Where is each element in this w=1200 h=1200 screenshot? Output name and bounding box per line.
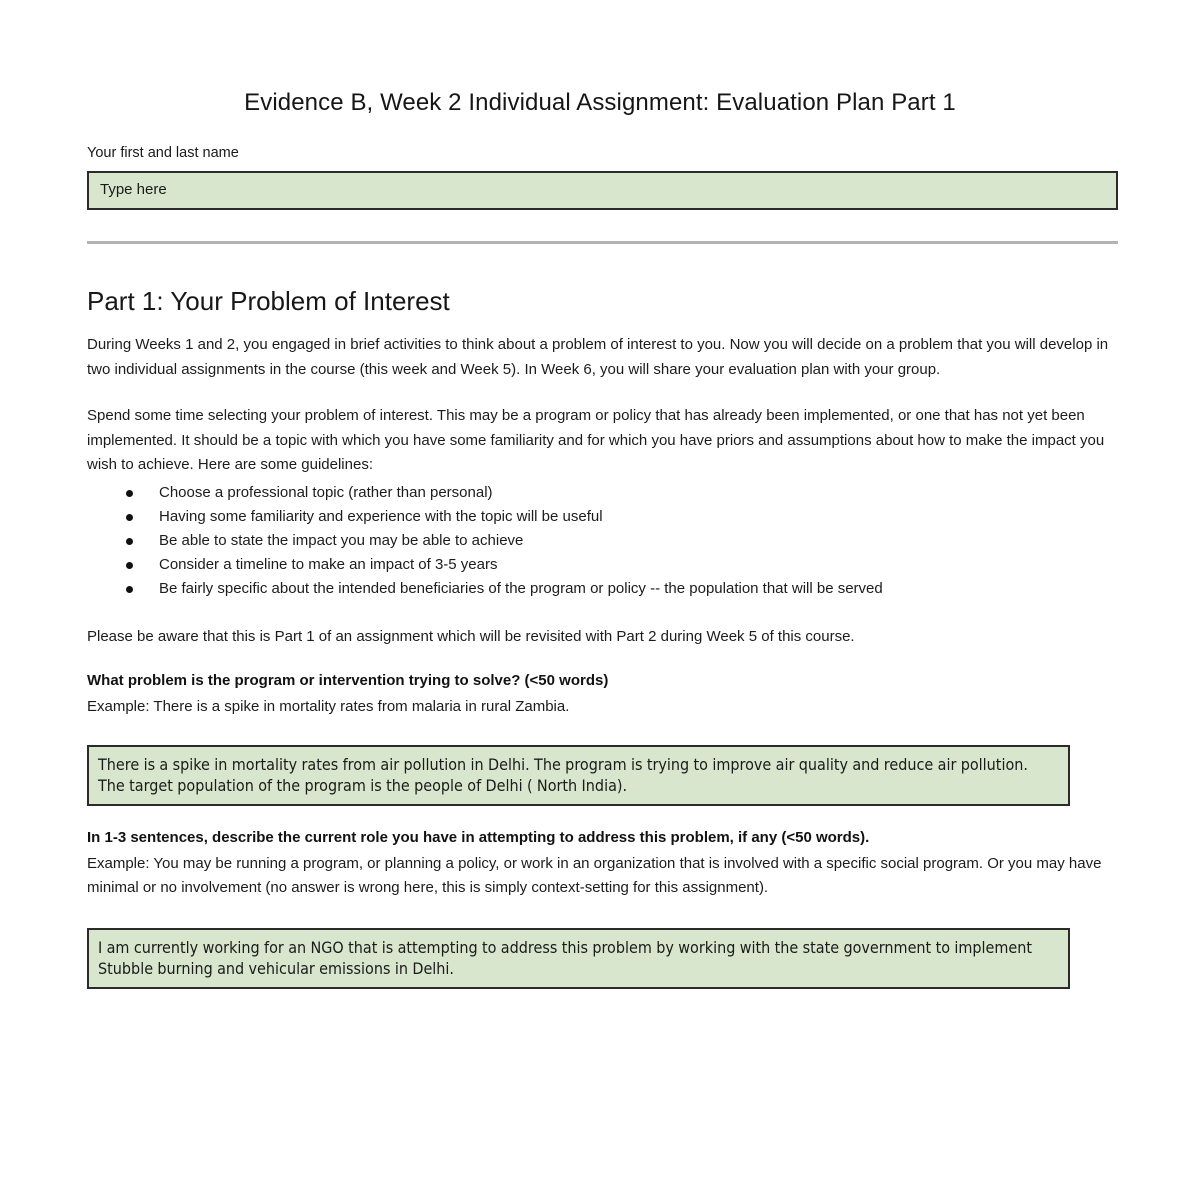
question-2-answer-box[interactable]: [87, 928, 1070, 989]
question-2-prompt: In 1-3 sentences, describe the current role you have in attempting to address this problem, if any (<50 words).: [87, 828, 870, 846]
guidelines-list: [87, 481, 1118, 601]
section-divider: [87, 241, 1118, 244]
question-1-example: Example: There is a spike in mortality rates from malaria in rural Zambia.: [87, 698, 570, 716]
question-1-answer-box[interactable]: [87, 745, 1070, 806]
list-item: Be fairly specific about the intended beneficiaries of the program or policy -- the population that will be served: [87, 577, 1118, 601]
name-input-field[interactable]: [87, 171, 1118, 210]
intro-paragraph-1: During Weeks 1 and 2, you engaged in brief activities to think about a problem of interest to you. Now you will decide on a problem that you will develop in two individual assignments in the course (this week and Week 5). In Week 6, you will share your evaluation plan with your group.: [87, 336, 1109, 378]
question-1-answer-text[interactable]: There is a spike in mortality rates from air pollution in Delhi. The program is trying to improve air quality and reduce air pollution. The target population of the program is the people of Delhi ( North India).: [98, 754, 1028, 795]
question-1-prompt: What problem is the program or intervention trying to solve? (<50 words): [87, 672, 609, 690]
part-1-section: [0, 285, 1200, 989]
question-2-example: Example: You may be running a program, or planning a policy, or work in an organization that is involved with a specific social program. Or you may have minimal or no involvement (no answer is wrong here, this is simply context-setting for this assignment).: [87, 854, 1102, 897]
list-item: Having some familiarity and experience with the topic will be useful: [87, 505, 1118, 529]
name-block: [0, 144, 1200, 210]
page-title: Evidence B, Week 2 Individual Assignment: Evaluation Plan Part 1: [244, 89, 956, 116]
intro-paragraph-2: Spend some time selecting your problem of interest. This may be a program or policy that has already been implemented, or one that has not yet been implemented. It should be a topic with which you have some familiarity and for which you have priors and assumptions about how to make the impact you wish to achieve. Here are some guidelines:: [87, 407, 1105, 474]
question-2-answer-text[interactable]: I am currently working for an NGO that is attempting to address this problem by working with the state government to implement Stubble burning and vehicular emissions in Delhi.: [98, 937, 1033, 978]
list-item: Choose a professional topic (rather than personal): [87, 481, 1118, 505]
intro-paragraph-3: Please be aware that this is Part 1 of an assignment which will be revisited with Part 2 during Week 5 of this course.: [87, 627, 855, 645]
name-input-value[interactable]: Type here: [100, 181, 167, 199]
list-item: Be able to state the impact you may be able to achieve: [87, 529, 1118, 553]
section-heading-part-1: Part 1: Your Problem of Interest: [87, 285, 450, 316]
list-item: Consider a timeline to make an impact of 3-5 years: [87, 553, 1118, 577]
name-field-label: Your first and last name: [87, 145, 239, 161]
